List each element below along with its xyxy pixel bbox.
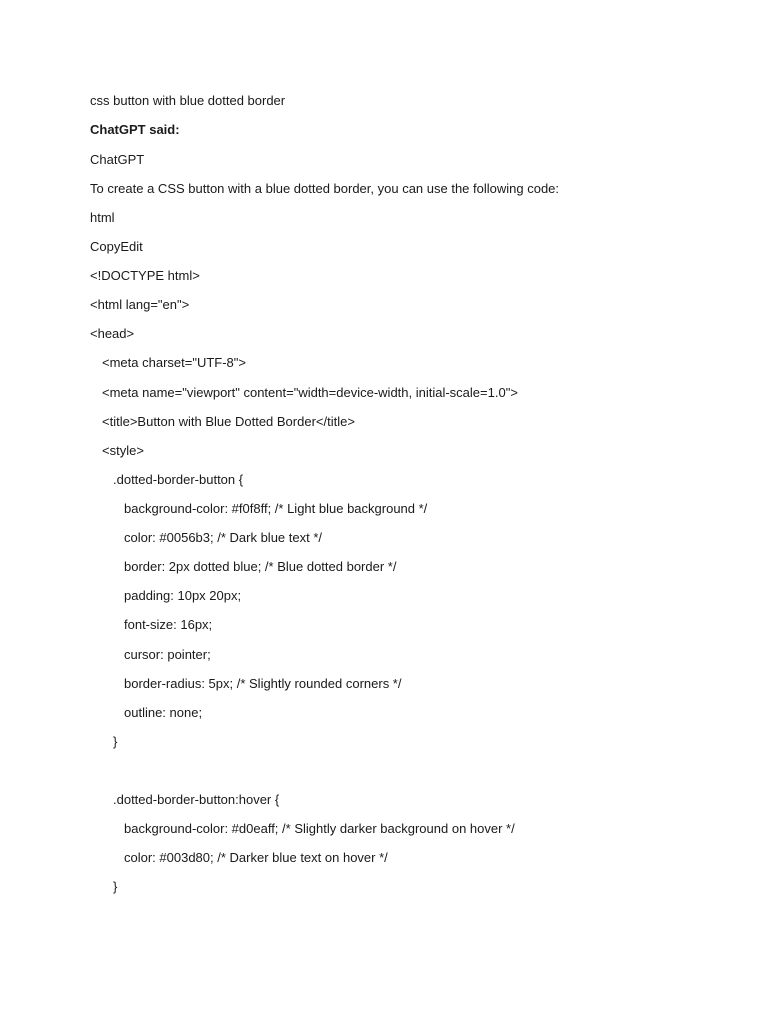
code-line-rule1-radius: border-radius: 5px; /* Slightly rounded corners */	[124, 676, 402, 691]
code-line-doctype: <!DOCTYPE html>	[90, 268, 200, 283]
user-prompt: css button with blue dotted border	[90, 93, 286, 108]
intro-text: To create a CSS button with a blue dotted border, you can use the following code:	[90, 181, 560, 196]
copy-edit-label: CopyEdit	[90, 239, 143, 254]
code-line-html-open: <html lang="en">	[90, 297, 190, 312]
code-line-meta-viewport: <meta name="viewport" content="width=device-width, initial-scale=1.0">	[102, 385, 518, 400]
code-line-meta-charset: <meta charset="UTF-8">	[102, 355, 246, 370]
code-line-head-open: <head>	[90, 326, 135, 341]
code-line-rule1-close: }	[113, 734, 118, 749]
code-line-rule1-background: background-color: #f0f8ff; /* Light blue background */	[124, 501, 428, 516]
code-line-title: <title>Button with Blue Dotted Border</title>	[102, 414, 355, 429]
code-line-rule2-selector: .dotted-border-button:hover {	[113, 792, 280, 807]
code-line-rule1-outline: outline: none;	[124, 705, 203, 720]
code-line-rule1-font-size: font-size: 16px;	[124, 617, 213, 632]
author-heading: ChatGPT said:	[90, 122, 180, 137]
code-line-rule1-cursor: cursor: pointer;	[124, 647, 211, 662]
author-name: ChatGPT	[90, 152, 145, 167]
code-language-label: html	[90, 210, 115, 225]
code-line-style-open: <style>	[102, 443, 144, 458]
code-line-rule1-border: border: 2px dotted blue; /* Blue dotted border */	[124, 559, 397, 574]
code-line-rule2-background: background-color: #d0eaff; /* Slightly darker background on hover */	[124, 821, 515, 836]
code-line-rule1-color: color: #0056b3; /* Dark blue text */	[124, 530, 323, 545]
code-line-rule1-padding: padding: 10px 20px;	[124, 588, 242, 603]
code-line-rule2-color: color: #003d80; /* Darker blue text on hover */	[124, 850, 388, 865]
code-line-rule1-selector: .dotted-border-button {	[113, 472, 244, 487]
code-line-rule2-close: }	[113, 879, 118, 894]
